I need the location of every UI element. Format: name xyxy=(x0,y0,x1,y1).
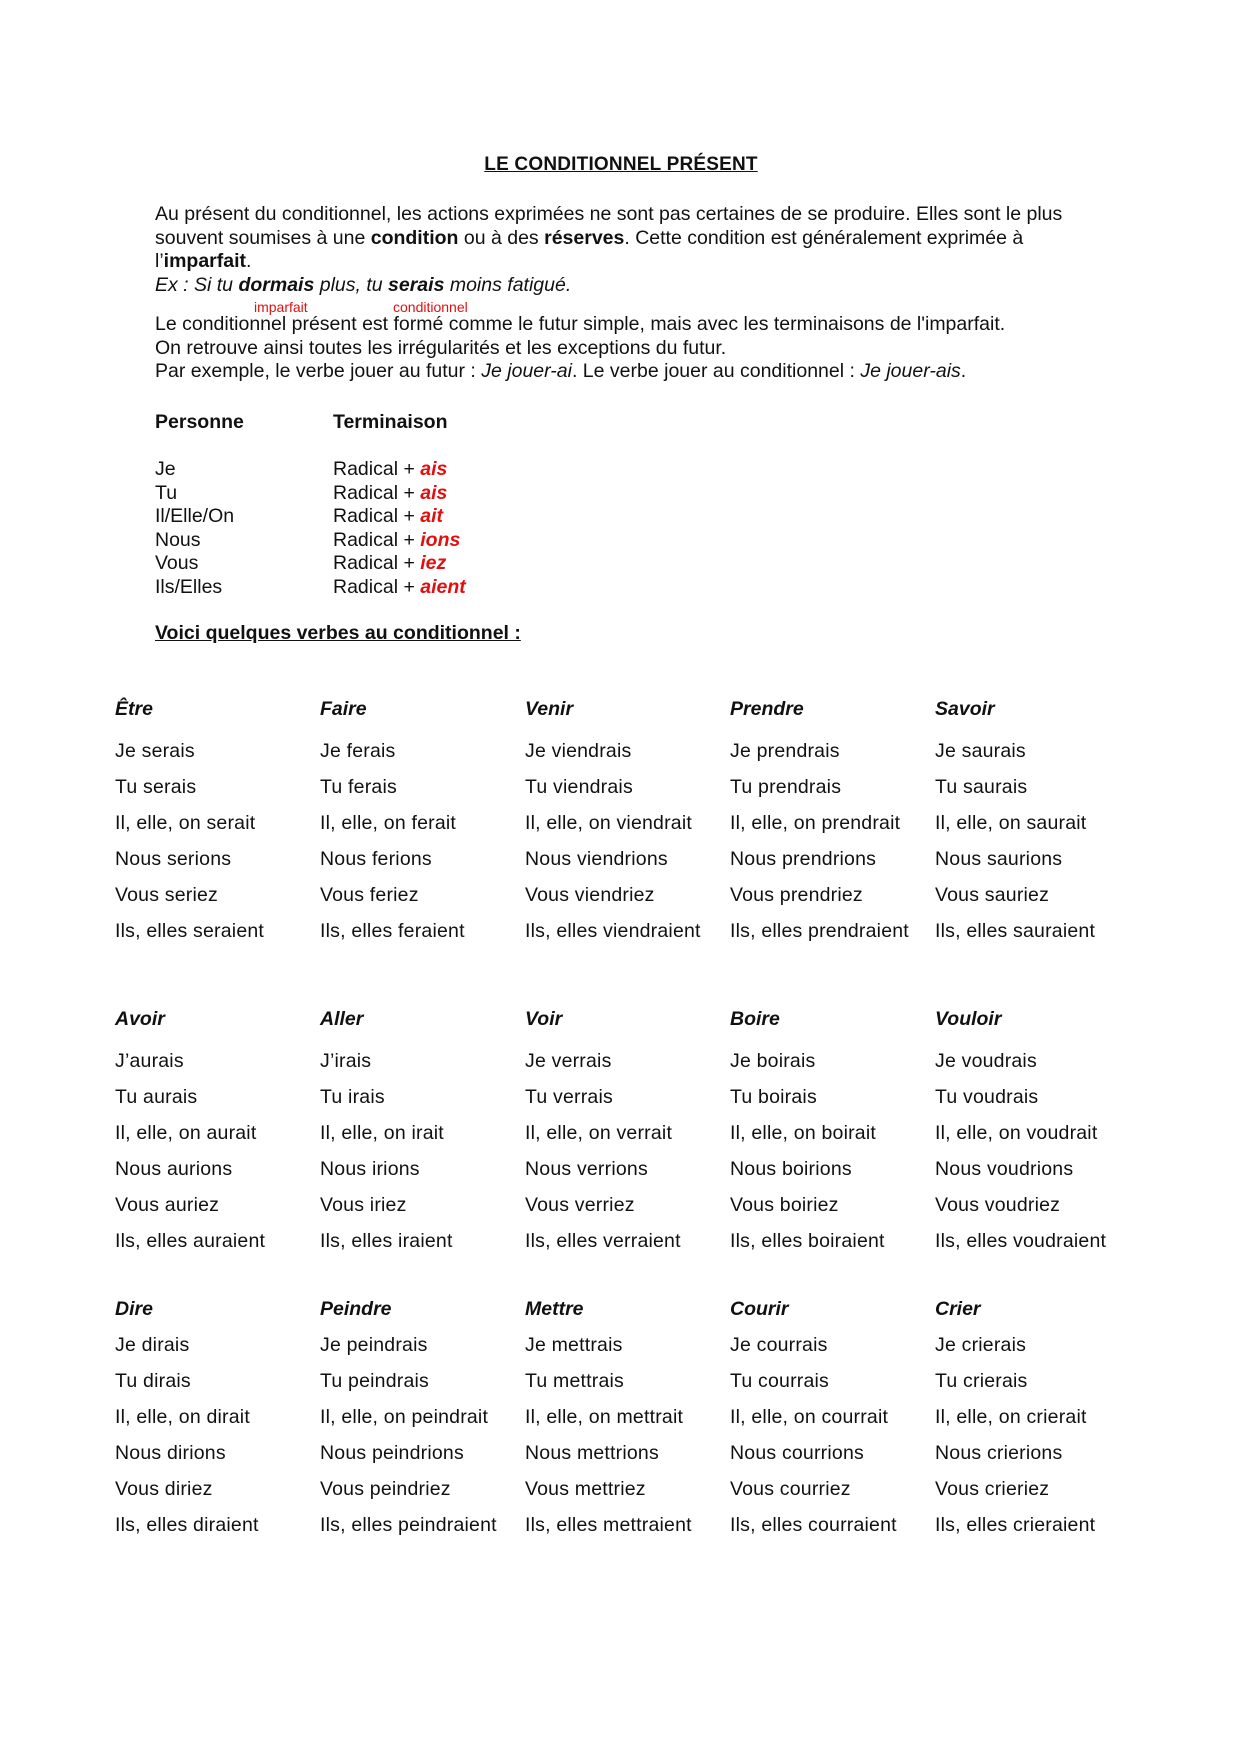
verb-form: Nous courrions xyxy=(730,1442,864,1464)
verb-form: Il, elle, on irait xyxy=(320,1122,444,1144)
verb-form: Ils, elles feraient xyxy=(320,920,465,942)
example-dormais: dormais xyxy=(238,273,315,296)
verb-name: Faire xyxy=(320,698,367,720)
verb-name: Vouloir xyxy=(935,1008,1002,1030)
verb-form: Ils, elles diraient xyxy=(115,1514,259,1536)
verb-form: Je saurais xyxy=(935,740,1026,762)
verb-name: Crier xyxy=(935,1298,981,1320)
example-text: moins fatigué. xyxy=(444,273,572,296)
verb-form: Vous peindriez xyxy=(320,1478,451,1500)
endings-row xyxy=(155,482,466,506)
ending-suffix: ais xyxy=(420,481,448,504)
example-sentence xyxy=(155,274,1095,298)
verb-form: Il, elle, on viendrait xyxy=(525,812,692,834)
verb-form: Tu serais xyxy=(115,776,197,798)
verb-form: Je serais xyxy=(115,740,195,762)
radical-label: Radical + xyxy=(333,575,421,598)
verb-form: Tu saurais xyxy=(935,776,1028,798)
verb-form: Ils, elles voudraient xyxy=(935,1230,1107,1252)
endings-row xyxy=(155,552,466,576)
verb-form: Tu crierais xyxy=(935,1370,1028,1392)
annotation-conditionnel: conditionnel xyxy=(393,299,468,315)
verb-form: Tu irais xyxy=(320,1086,385,1108)
verb-form: Vous prendriez xyxy=(730,884,863,906)
radical-label: Radical + xyxy=(333,552,421,574)
ending-suffix: iez xyxy=(420,552,447,574)
endings-row xyxy=(155,458,466,482)
verb-form: Tu dirais xyxy=(115,1370,191,1392)
verb-form: Tu boirais xyxy=(730,1086,817,1108)
verb-form: Ils, elles courraient xyxy=(730,1514,897,1536)
ending-cell xyxy=(333,505,443,529)
verb-form: Tu viendrais xyxy=(525,776,633,798)
intro-text: . Cette condition est généralement exprimée à l’ xyxy=(155,226,1024,272)
verb-form: Vous sauriez xyxy=(935,884,1050,906)
verb-form: Nous crierions xyxy=(935,1442,1063,1464)
verb-form: Il, elle, on peindrait xyxy=(320,1406,489,1428)
verb-form: Vous seriez xyxy=(115,884,219,906)
verb-form: Vous mettriez xyxy=(525,1478,646,1500)
verb-form: Je boirais xyxy=(730,1050,816,1072)
verb-form: Nous irions xyxy=(320,1158,420,1180)
verb-form: Nous aurions xyxy=(115,1158,233,1180)
verb-form: Ils, elles viendraient xyxy=(525,920,701,942)
verb-name: Savoir xyxy=(935,698,995,720)
person-label: Vous xyxy=(155,552,199,574)
verb-form: Il, elle, on voudrait xyxy=(935,1122,1098,1144)
annotation-imparfait: imparfait xyxy=(254,299,308,315)
example-text: Ex : Si tu xyxy=(155,273,239,296)
verb-form: Je viendrais xyxy=(525,740,632,762)
verb-form: Vous boiriez xyxy=(730,1194,839,1216)
endings-header xyxy=(155,411,466,435)
verb-form: J’aurais xyxy=(115,1050,184,1072)
verb-form: Nous boirions xyxy=(730,1158,852,1180)
verb-form: Je mettrais xyxy=(525,1334,623,1356)
verb-form: Ils, elles peindraient xyxy=(320,1514,497,1536)
verbs-section-heading: Voici quelques verbes au conditionnel : xyxy=(155,622,521,644)
keyword-reserves: réserves xyxy=(544,226,625,249)
verb-name: Aller xyxy=(320,1008,364,1030)
verb-form: Il, elle, on mettrait xyxy=(525,1406,684,1428)
verb-form: Tu peindrais xyxy=(320,1370,429,1392)
verb-form: Ils, elles sauraient xyxy=(935,920,1096,942)
header-personne: Personne xyxy=(155,411,244,433)
page-title: LE CONDITIONNEL PRÉSENT xyxy=(484,154,758,175)
ending-suffix: ais xyxy=(420,458,448,480)
verb-name: Être xyxy=(115,698,153,720)
verb-form: Vous crieriez xyxy=(935,1478,1050,1500)
radical-label: Radical + xyxy=(333,528,421,551)
verb-form: Nous viendrions xyxy=(525,848,668,870)
verb-name: Voir xyxy=(525,1008,563,1030)
verb-form: Nous voudrions xyxy=(935,1158,1074,1180)
verb-name: Boire xyxy=(730,1008,780,1030)
verb-form: Nous verrions xyxy=(525,1158,648,1180)
verb-form: Ils, elles boiraient xyxy=(730,1230,885,1252)
formation-rule: Le conditionnel présent est formé comme le futur simple, mais avec les terminaisons de l'imparfait. xyxy=(155,313,1006,335)
ending-cell xyxy=(333,482,447,506)
verb-form: Ils, elles crieraient xyxy=(935,1514,1096,1536)
verb-form: Il, elle, on crierait xyxy=(935,1406,1087,1428)
verb-form: Je verrais xyxy=(525,1050,612,1072)
intro-section xyxy=(155,203,1095,384)
verb-form: Tu aurais xyxy=(115,1086,198,1108)
jouer-text: . Le verbe jouer au conditionnel : xyxy=(571,360,861,382)
verb-form: Tu courrais xyxy=(730,1370,830,1392)
intro-paragraph xyxy=(155,203,1095,274)
ending-suffix: ait xyxy=(420,505,444,527)
verb-form: Tu ferais xyxy=(320,776,397,798)
verb-name: Venir xyxy=(525,698,574,720)
irregularities-note: On retrouve ainsi toutes les irrégularités et les exceptions du futur. xyxy=(155,336,727,359)
verb-form: Nous dirions xyxy=(115,1442,226,1464)
verb-form: Il, elle, on prendrait xyxy=(730,812,901,834)
verb-form: J’irais xyxy=(320,1050,372,1072)
verb-form: Tu mettrais xyxy=(525,1370,624,1392)
jouer-conditionnel: Je jouer-ais xyxy=(860,360,961,382)
verb-form: Ils, elles seraient xyxy=(115,920,265,942)
verb-form: Tu prendrais xyxy=(730,776,842,798)
verb-form: Il, elle, on courrait xyxy=(730,1406,889,1428)
verb-form: Je voudrais xyxy=(935,1050,1037,1072)
verb-form: Tu verrais xyxy=(525,1086,613,1108)
endings-row xyxy=(155,529,466,553)
verb-form: Il, elle, on dirait xyxy=(115,1406,250,1428)
endings-row xyxy=(155,505,466,529)
verb-form: Il, elle, on ferait xyxy=(320,812,457,834)
ending-suffix: ions xyxy=(420,528,461,551)
verb-form: Je ferais xyxy=(320,740,396,762)
verb-form: Vous verriez xyxy=(525,1194,635,1216)
endings-rows xyxy=(155,458,466,599)
ending-cell xyxy=(333,458,447,482)
verb-form: Vous courriez xyxy=(730,1478,851,1500)
verb-form: Ils, elles iraient xyxy=(320,1230,453,1252)
person-label: Je xyxy=(155,458,176,480)
verb-form: Nous serions xyxy=(115,848,232,870)
verb-form: Il, elle, on aurait xyxy=(115,1122,257,1144)
person-label: Il/Elle/On xyxy=(155,505,235,527)
verb-form: Il, elle, on boirait xyxy=(730,1122,876,1144)
verb-form: Vous diriez xyxy=(115,1478,213,1500)
verb-form: Nous ferions xyxy=(320,848,432,870)
verb-form: Ils, elles auraient xyxy=(115,1230,266,1252)
person-label: Nous xyxy=(155,528,201,551)
verb-form: Vous viendriez xyxy=(525,884,655,906)
verb-form: Il, elle, on saurait xyxy=(935,812,1087,834)
jouer-example xyxy=(155,360,1095,384)
verb-form: Il, elle, on verrait xyxy=(525,1122,673,1144)
jouer-text: . xyxy=(960,360,967,382)
ending-suffix: aient xyxy=(420,575,466,598)
endings-table xyxy=(155,411,466,599)
header-terminaison: Terminaison xyxy=(333,411,448,433)
verb-form: Je peindrais xyxy=(320,1334,428,1356)
verb-form: Je crierais xyxy=(935,1334,1027,1356)
example-text: plus, tu xyxy=(314,273,389,296)
verb-name: Avoir xyxy=(115,1008,165,1030)
verb-name: Mettre xyxy=(525,1298,584,1320)
person-label: Tu xyxy=(155,481,178,504)
verb-name: Prendre xyxy=(730,698,804,720)
verb-form: Ils, elles verraient xyxy=(525,1230,681,1252)
ending-cell xyxy=(333,552,446,576)
endings-row xyxy=(155,576,466,600)
example-annotations xyxy=(155,297,1095,313)
keyword-imparfait: imparfait xyxy=(163,250,247,272)
verb-form: Je dirais xyxy=(115,1334,190,1356)
intro-text: ou à des xyxy=(458,226,545,249)
verb-form: Il, elle, on serait xyxy=(115,812,256,834)
verb-name: Dire xyxy=(115,1298,153,1320)
verb-form: Nous prendrions xyxy=(730,848,877,870)
verb-form: Nous saurions xyxy=(935,848,1063,870)
intro-text: Au présent du conditionnel, les actions exprimées ne sont pas certaines de se produire. Elles sont le plus souvent soumises à une xyxy=(155,203,1063,249)
verb-form: Vous auriez xyxy=(115,1194,220,1216)
intro-text: . xyxy=(246,250,252,272)
jouer-futur: Je jouer-ai xyxy=(481,360,572,382)
verb-form: Vous feriez xyxy=(320,884,419,906)
radical-label: Radical + xyxy=(333,505,421,527)
verb-form: Ils, elles mettraient xyxy=(525,1514,692,1536)
person-label: Ils/Elles xyxy=(155,575,223,598)
ending-cell xyxy=(333,529,460,553)
keyword-condition: condition xyxy=(370,226,459,249)
verb-name: Peindre xyxy=(320,1298,392,1320)
example-serais: serais xyxy=(388,273,445,296)
verb-name: Courir xyxy=(730,1298,789,1320)
verb-form: Nous mettrions xyxy=(525,1442,659,1464)
ending-cell xyxy=(333,576,466,600)
radical-label: Radical + xyxy=(333,481,421,504)
jouer-text: Par exemple, le verbe jouer au futur : xyxy=(155,360,482,382)
verb-form: Je courrais xyxy=(730,1334,828,1356)
verb-form: Vous iriez xyxy=(320,1194,407,1216)
verb-form: Je prendrais xyxy=(730,740,840,762)
verb-form: Ils, elles prendraient xyxy=(730,920,909,942)
radical-label: Radical + xyxy=(333,458,421,480)
verb-form: Nous peindrions xyxy=(320,1442,464,1464)
verb-form: Vous voudriez xyxy=(935,1194,1061,1216)
verb-form: Tu voudrais xyxy=(935,1086,1039,1108)
